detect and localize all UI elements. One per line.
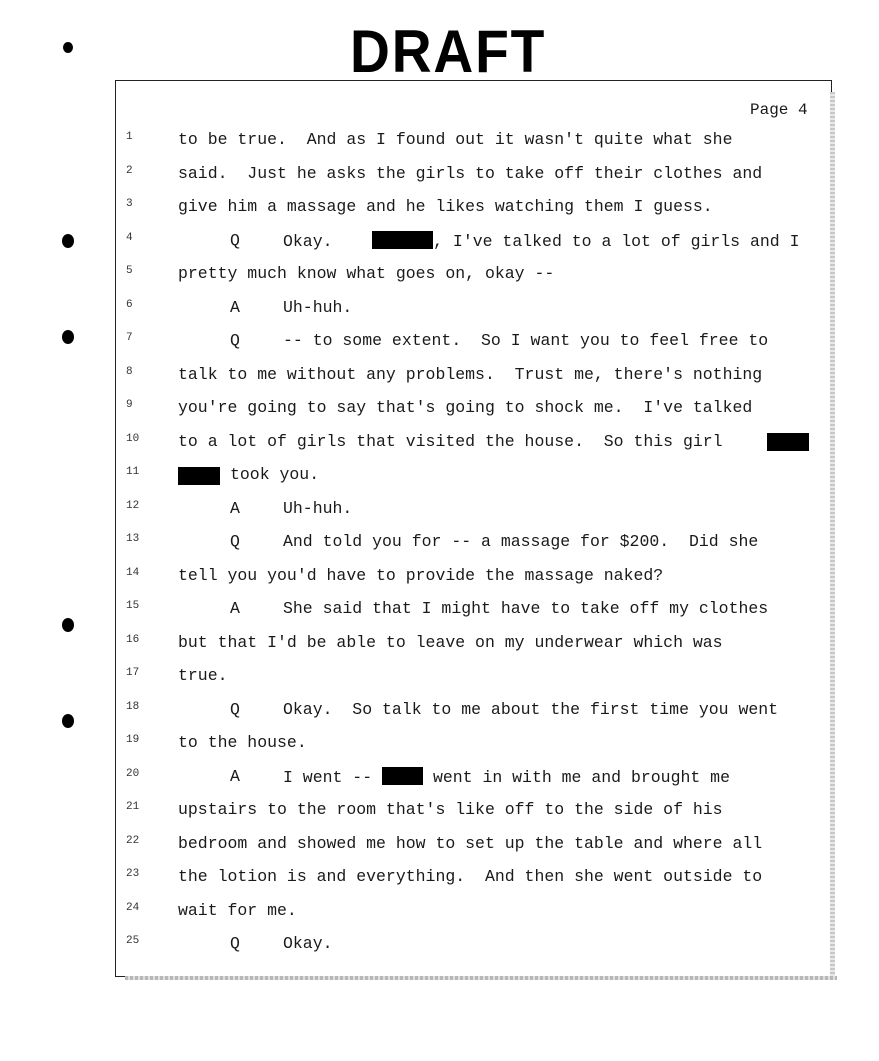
- line-number: 22: [126, 835, 140, 847]
- punch-hole-icon: [62, 618, 74, 632]
- transcript-line: Uh-huh.: [283, 499, 353, 518]
- page-edge-shadow: [830, 92, 835, 980]
- line-number: 7: [126, 332, 133, 344]
- transcript-line: the lotion is and everything. And then she went outside to: [178, 867, 763, 886]
- punch-hole-icon: [63, 42, 73, 53]
- speaker-label: Q: [230, 934, 240, 953]
- speaker-label: A: [230, 298, 240, 317]
- redaction-box: [382, 767, 423, 785]
- transcript-line: Okay. So talk to me about the first time you went: [283, 700, 779, 719]
- page-edge-shadow: [125, 976, 837, 980]
- speaker-label: A: [230, 499, 240, 518]
- line-number: 4: [126, 232, 133, 244]
- line-number: 16: [126, 634, 140, 646]
- speaker-label: Q: [230, 532, 240, 551]
- page-number: Page 4: [750, 101, 808, 119]
- transcript-line: took you.: [230, 465, 320, 484]
- transcript-line: pretty much know what goes on, okay --: [178, 264, 555, 283]
- transcript-line: to the house.: [178, 733, 307, 752]
- line-number: 11: [126, 466, 140, 478]
- transcript-line: And told you for -- a massage for $200. Did she: [283, 532, 759, 551]
- line-number: 9: [126, 399, 133, 411]
- line-number: 24: [126, 902, 140, 914]
- punch-hole-icon: [62, 330, 74, 344]
- draft-stamp: DRAFT: [350, 18, 547, 85]
- speaker-label: A: [230, 599, 240, 618]
- line-number: 3: [126, 198, 133, 210]
- transcript-text: Okay.: [283, 232, 333, 251]
- transcript-line: [283, 767, 730, 787]
- transcript-line: bedroom and showed me how to set up the table and where all: [178, 834, 763, 853]
- line-number: 15: [126, 600, 140, 612]
- transcript-line: upstairs to the room that's like off to the side of his: [178, 800, 723, 819]
- line-number: 25: [126, 935, 140, 947]
- line-number: 21: [126, 801, 140, 813]
- transcript-text: I went --: [283, 768, 373, 787]
- redaction-box: [767, 433, 809, 451]
- line-number: 14: [126, 567, 140, 579]
- redaction-box: [372, 231, 433, 249]
- transcript-line: Uh-huh.: [283, 298, 353, 317]
- transcript-line: to a lot of girls that visited the house. So this girl: [178, 432, 723, 451]
- line-number: 23: [126, 868, 140, 880]
- punch-hole-icon: [62, 234, 74, 248]
- line-number: 19: [126, 734, 140, 746]
- transcript-text: , I've talked to a lot of girls and I: [433, 232, 800, 251]
- line-number: 5: [126, 265, 133, 277]
- transcript-line: give him a massage and he likes watching them I guess.: [178, 197, 713, 216]
- line-number: 6: [126, 299, 133, 311]
- line-number: 17: [126, 667, 140, 679]
- transcript-line: wait for me.: [178, 901, 297, 920]
- punch-hole-icon: [62, 714, 74, 728]
- transcript-line: [283, 231, 800, 251]
- speaker-label: Q: [230, 331, 240, 350]
- transcript-line: to be true. And as I found out it wasn't quite what she: [178, 130, 733, 149]
- line-number: 12: [126, 500, 140, 512]
- transcript-line: true.: [178, 666, 228, 685]
- line-number: 18: [126, 701, 140, 713]
- line-number: 13: [126, 533, 140, 545]
- redaction-box: [178, 467, 220, 485]
- line-number: 2: [126, 165, 133, 177]
- transcript-line: tell you you'd have to provide the massage naked?: [178, 566, 664, 585]
- speaker-label: Q: [230, 700, 240, 719]
- line-number: 10: [126, 433, 140, 445]
- transcript-line: but that I'd be able to leave on my underwear which was: [178, 633, 723, 652]
- transcript-line: -- to some extent. So I want you to feel free to: [283, 331, 769, 350]
- speaker-label: Q: [230, 231, 240, 250]
- line-number: 1: [126, 131, 133, 143]
- transcript-line: you're going to say that's going to shock me. I've talked: [178, 398, 753, 417]
- transcript-line: said. Just he asks the girls to take off their clothes and: [178, 164, 763, 183]
- transcript-line: She said that I might have to take off my clothes: [283, 599, 769, 618]
- speaker-label: A: [230, 767, 240, 786]
- transcript-text: went in with me and brought me: [432, 768, 730, 787]
- transcript-line: talk to me without any problems. Trust me, there's nothing: [178, 365, 763, 384]
- transcript-line: Okay.: [283, 934, 333, 953]
- line-number: 8: [126, 366, 133, 378]
- line-number: 20: [126, 768, 140, 780]
